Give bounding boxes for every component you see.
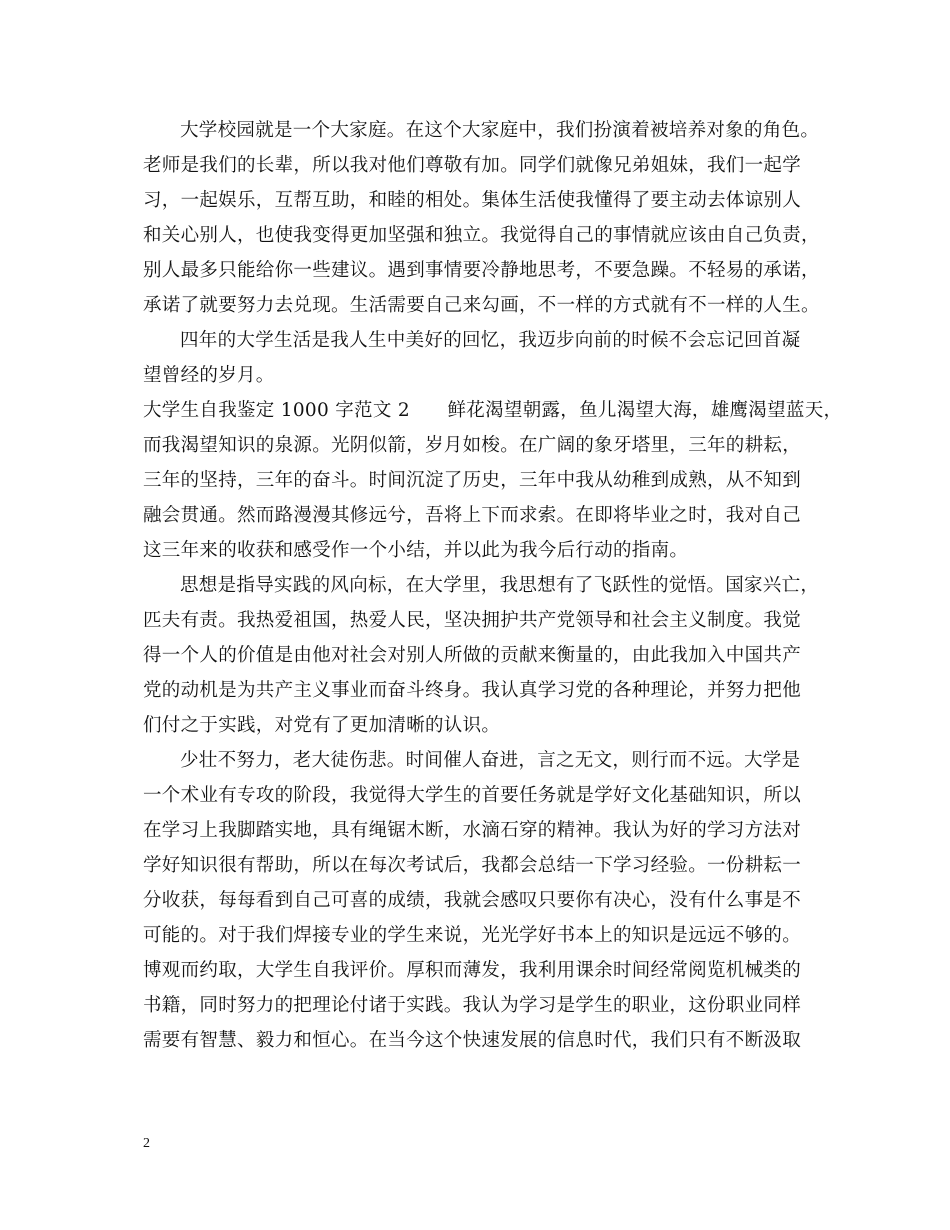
paragraph-line: 需要有智慧、毅力和恒心。在当今这个快速发展的信息时代，我们只有不断汲取 — [143, 1030, 802, 1051]
paragraph-line: 望曾经的岁月。 — [143, 365, 275, 386]
paragraph-line: 在学习上我脚踏实地，具有绳锯木断，水滴石穿的精神。我认为好的学习方法对 — [143, 820, 802, 841]
paragraph-line: 四年的大学生活是我人生中美好的回忆，我迈步向前的时候不会忘记回首凝 — [180, 330, 801, 351]
paragraph-line: 三年的坚持，三年的奋斗。时间沉淀了历史，三年中我从幼稚到成熟，从不知到 — [143, 470, 802, 491]
paragraph-line: 党的动机是为共产主义事业而奋斗终身。我认真学习党的各种理论，并努力把他 — [143, 680, 802, 701]
paragraph-line: 承诺了就要努力去兑现。生活需要自己来勾画，不一样的方式就有不一样的人生。 — [143, 295, 820, 316]
paragraph-line: 分收获，每每看到自己可喜的成绩，我就会感叹只要你有决心，没有什么事是不 — [143, 890, 802, 911]
paragraph-line: 而我渴望知识的泉源。光阴似箭，岁月如梭。在广阔的象牙塔里，三年的耕耘， — [143, 435, 802, 456]
section-heading-line: 大学生自我鉴定 1000 字范文 2 鲜花渴望朝露，鱼儿渴望大海，雄鹰渴望蓝天， — [143, 400, 843, 421]
paragraph-line: 和关心别人，也使我变得更加坚强和独立。我觉得自己的事情就应该由自己负责， — [143, 225, 820, 246]
paragraph-line: 别人最多只能给你一些建议。遇到事情要冷静地思考，不要急躁。不轻易的承诺， — [143, 260, 820, 281]
paragraph-line: 习，一起娱乐，互帮互助，和睦的相处。集体生活使我懂得了要主动去体谅别人 — [143, 190, 802, 211]
paragraph-line: 大学校园就是一个大家庭。在这个大家庭中，我们扮演着被培养对象的角色。 — [180, 120, 820, 141]
paragraph-line: 匹夫有责。我热爱祖国，热爱人民，坚决拥护共产党领导和社会主义制度。我觉 — [143, 610, 802, 631]
paragraph-line: 博观而约取，大学生自我评价。厚积而薄发，我利用课余时间经常阅览机械类的 — [143, 960, 802, 981]
paragraph-line: 这三年来的收获和感受作一个小结，并以此为我今后行动的指南。 — [143, 540, 689, 561]
paragraph-line: 融会贯通。然而路漫漫其修远兮，吾将上下而求索。在即将毕业之时，我对自己 — [143, 505, 802, 526]
paragraph-line: 老师是我们的长辈，所以我对他们尊敬有加。同学们就像兄弟姐妹，我们一起学 — [143, 155, 802, 176]
paragraph-line: 得一个人的价值是由他对社会对别人所做的贡献来衡量的，由此我加入中国共产 — [143, 645, 802, 666]
page-number: 2 — [143, 1136, 150, 1151]
paragraph-line: 一个术业有专攻的阶段，我觉得大学生的首要任务就是学好文化基础知识，所以 — [143, 785, 802, 806]
paragraph-line: 思想是指导实践的风向标，在大学里，我思想有了飞跃性的觉悟。国家兴亡， — [180, 575, 820, 596]
paragraph-line: 学好知识很有帮助，所以在每次考试后，我都会总结一下学习经验。一份耕耘一 — [143, 855, 802, 876]
paragraph-line: 书籍，同时努力的把理论付诸于实践。我认为学习是学生的职业，这份职业同样 — [143, 995, 802, 1016]
paragraph-line: 们付之于实践，对党有了更加清晰的认识。 — [143, 715, 501, 736]
paragraph-line: 少壮不努力，老大徒伤悲。时间催人奋进，言之无文，则行而不远。大学是 — [180, 750, 801, 771]
paragraph-line: 可能的。对于我们焊接专业的学生来说，光光学好书本上的知识是远远不够的。 — [143, 925, 802, 946]
